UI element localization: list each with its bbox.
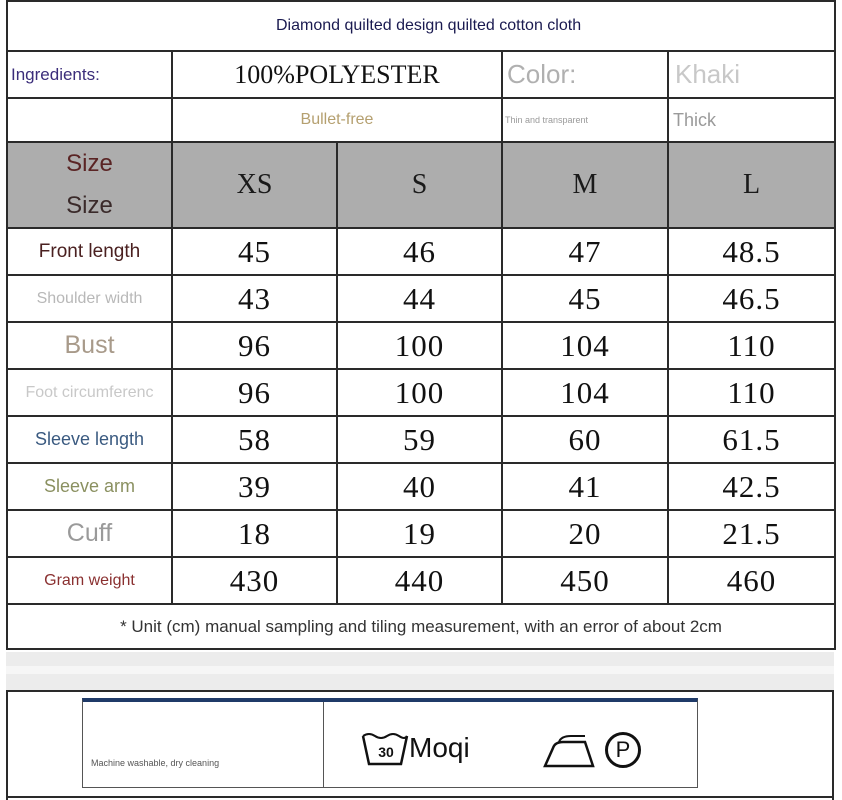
table-cell: 104: [502, 322, 668, 369]
care-label-box: [82, 698, 698, 788]
table-row: [7, 510, 835, 557]
table-cell: 21.5: [668, 510, 835, 557]
table-row: [7, 228, 835, 275]
table-cell: 110: [668, 369, 835, 416]
professional-cleaning-icon: P: [605, 732, 641, 768]
size-header-label: [7, 142, 172, 228]
row-label: Gram weight: [7, 557, 172, 604]
table-row: [7, 463, 835, 510]
table-cell: 430: [172, 557, 337, 604]
table-cell: 43: [172, 275, 337, 322]
table-row: [7, 557, 835, 604]
care-divider: [323, 702, 324, 788]
table-cell: 100: [337, 369, 502, 416]
table-cell: 40: [337, 463, 502, 510]
size-chart-sheet: [6, 0, 834, 800]
table-cell: 96: [172, 322, 337, 369]
table-cell: 60: [502, 416, 668, 463]
row-label: Cuff: [7, 510, 172, 557]
table-cell: 20: [502, 510, 668, 557]
table-row: [7, 416, 835, 463]
color-label: Color:: [502, 51, 668, 98]
measurement-note: * Unit (cm) manual sampling and tiling measurement, with an error of about 2cm: [7, 604, 835, 649]
table-cell: 48.5: [668, 228, 835, 275]
table-row: [7, 369, 835, 416]
table-cell: 61.5: [668, 416, 835, 463]
row-label: Foot circumferenc: [7, 369, 172, 416]
table-cell: 46.5: [668, 275, 835, 322]
iron-icon: [541, 734, 597, 770]
wash-temperature: 30: [378, 744, 394, 760]
ingredients-label: Ingredients:: [7, 51, 172, 98]
care-instructions: Machine washable, dry cleaning: [91, 758, 220, 768]
product-title: Diamond quilted design quilted cotton cloth: [7, 1, 835, 51]
faded-divider-strip: [6, 652, 834, 692]
size-label-secondary: Size: [66, 192, 113, 219]
table-cell: 44: [337, 275, 502, 322]
row-label: Shoulder width: [7, 275, 172, 322]
table-cell: 42.5: [668, 463, 835, 510]
table-cell: 104: [502, 369, 668, 416]
table-cell: 19: [337, 510, 502, 557]
table-cell: 47: [502, 228, 668, 275]
table-cell: 18: [172, 510, 337, 557]
thin-label: Thin and transparent: [502, 98, 668, 142]
row-label: Sleeve length: [7, 416, 172, 463]
size-column-m: M: [502, 142, 668, 228]
bullet-free-label: Bullet-free: [172, 98, 502, 142]
blank-cell: [7, 98, 172, 142]
table-row: [7, 322, 835, 369]
size-label-primary: Size: [66, 150, 113, 177]
thick-label: Thick: [668, 98, 835, 142]
table-cell: 96: [172, 369, 337, 416]
size-column-xs: XS: [172, 142, 337, 228]
row-label: Front length: [7, 228, 172, 275]
table-cell: 450: [502, 557, 668, 604]
ingredients-value: 100%POLYESTER: [172, 51, 502, 98]
size-table: [6, 0, 836, 650]
row-label: Sleeve arm: [7, 463, 172, 510]
bottom-border: [6, 796, 834, 798]
table-cell: 46: [337, 228, 502, 275]
row-label: Bust: [7, 322, 172, 369]
table-row: [7, 275, 835, 322]
table-cell: 45: [172, 228, 337, 275]
size-column-s: S: [337, 142, 502, 228]
color-value: Khaki: [668, 51, 835, 98]
size-column-l: L: [668, 142, 835, 228]
table-cell: 110: [668, 322, 835, 369]
table-cell: 440: [337, 557, 502, 604]
table-cell: 460: [668, 557, 835, 604]
faded-band: [6, 666, 834, 674]
table-cell: 45: [502, 275, 668, 322]
table-cell: 100: [337, 322, 502, 369]
table-cell: 39: [172, 463, 337, 510]
table-cell: 41: [502, 463, 668, 510]
table-cell: 58: [172, 416, 337, 463]
table-cell: 59: [337, 416, 502, 463]
brand-name: Moqi: [409, 732, 470, 763]
care-section: [6, 692, 834, 800]
